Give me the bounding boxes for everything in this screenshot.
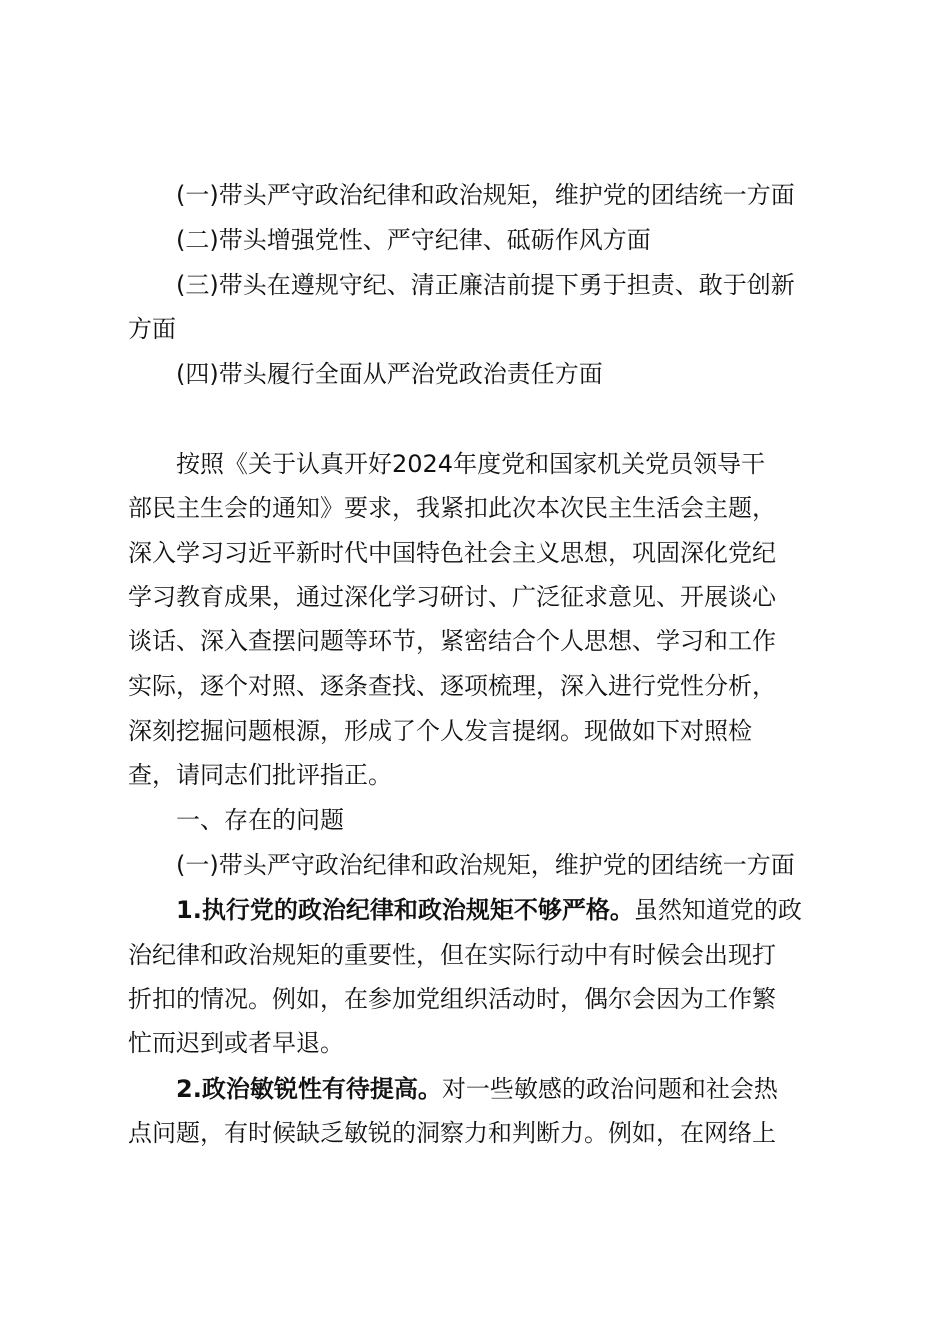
subsection-heading: (一)带头严守政治纪律和政治规矩，维护党的团结统一方面 [176,851,795,879]
toc-item-1: (一)带头严守政治纪律和政治规矩，维护党的团结统一方面 [176,181,795,209]
intro-line-2: 部民主生会的通知》要求，我紧扣此次本次民主生活会主题， [128,494,776,522]
intro-line-7: 深刻挖掘问题根源，形成了个人发言提纲。现做如下对照检 [128,717,752,745]
item-2-title: 2.政治敏锐性有待提高。 [176,1075,442,1103]
item-1-line-2: 治纪律和政治规矩的重要性，但在实际行动中有时候会出现打 [128,941,776,969]
item-1-title: 1.执行党的政治纪律和政治规矩不够严格。 [176,896,634,924]
intro-line-4: 学习教育成果，通过深化学习研讨、广泛征求意见、开展谈心 [128,583,776,611]
item-1-line-4: 忙而迟到或者早退。 [128,1029,344,1057]
intro-line-3: 深入学习习近平新时代中国特色社会主义思想，巩固深化党纪 [128,539,776,567]
toc-item-3: (三)带头在遵规守纪、清正廉洁前提下勇于担责、敢于创新 [176,271,795,299]
item-2-line-2: 点问题，有时候缺乏敏锐的洞察力和判断力。例如，在网络上 [128,1119,776,1147]
toc-item-3-continued: 方面 [128,315,176,343]
item-2-first-line [176,1072,876,1106]
intro-line-6: 实际，逐个对照、逐条查找、逐项梳理，深入进行党性分析， [128,672,776,700]
item-1-line-3: 折扣的情况。例如，在参加党组织活动时，偶尔会因为工作繁 [128,985,776,1013]
item-1-text-start: 虽然知道党的政 [633,896,802,924]
intro-line-5: 谈话、深入查摆问题等环节，紧密结合个人思想、学习和工作 [128,627,776,655]
toc-item-2: (二)带头增强党性、严守纪律、砥砺作风方面 [176,226,651,254]
intro-line-8: 查，请同志们批评指正。 [128,761,392,789]
item-2-text-start: 对一些敏感的政治问题和社会热 [441,1075,778,1103]
section-heading: 一、存在的问题 [176,806,344,834]
toc-item-4: (四)带头履行全面从严治党政治责任方面 [176,360,603,388]
intro-line-1: 按照《关于认真开好2024年度党和国家机关党员领导干 [176,450,766,478]
item-1-first-line [176,893,876,927]
